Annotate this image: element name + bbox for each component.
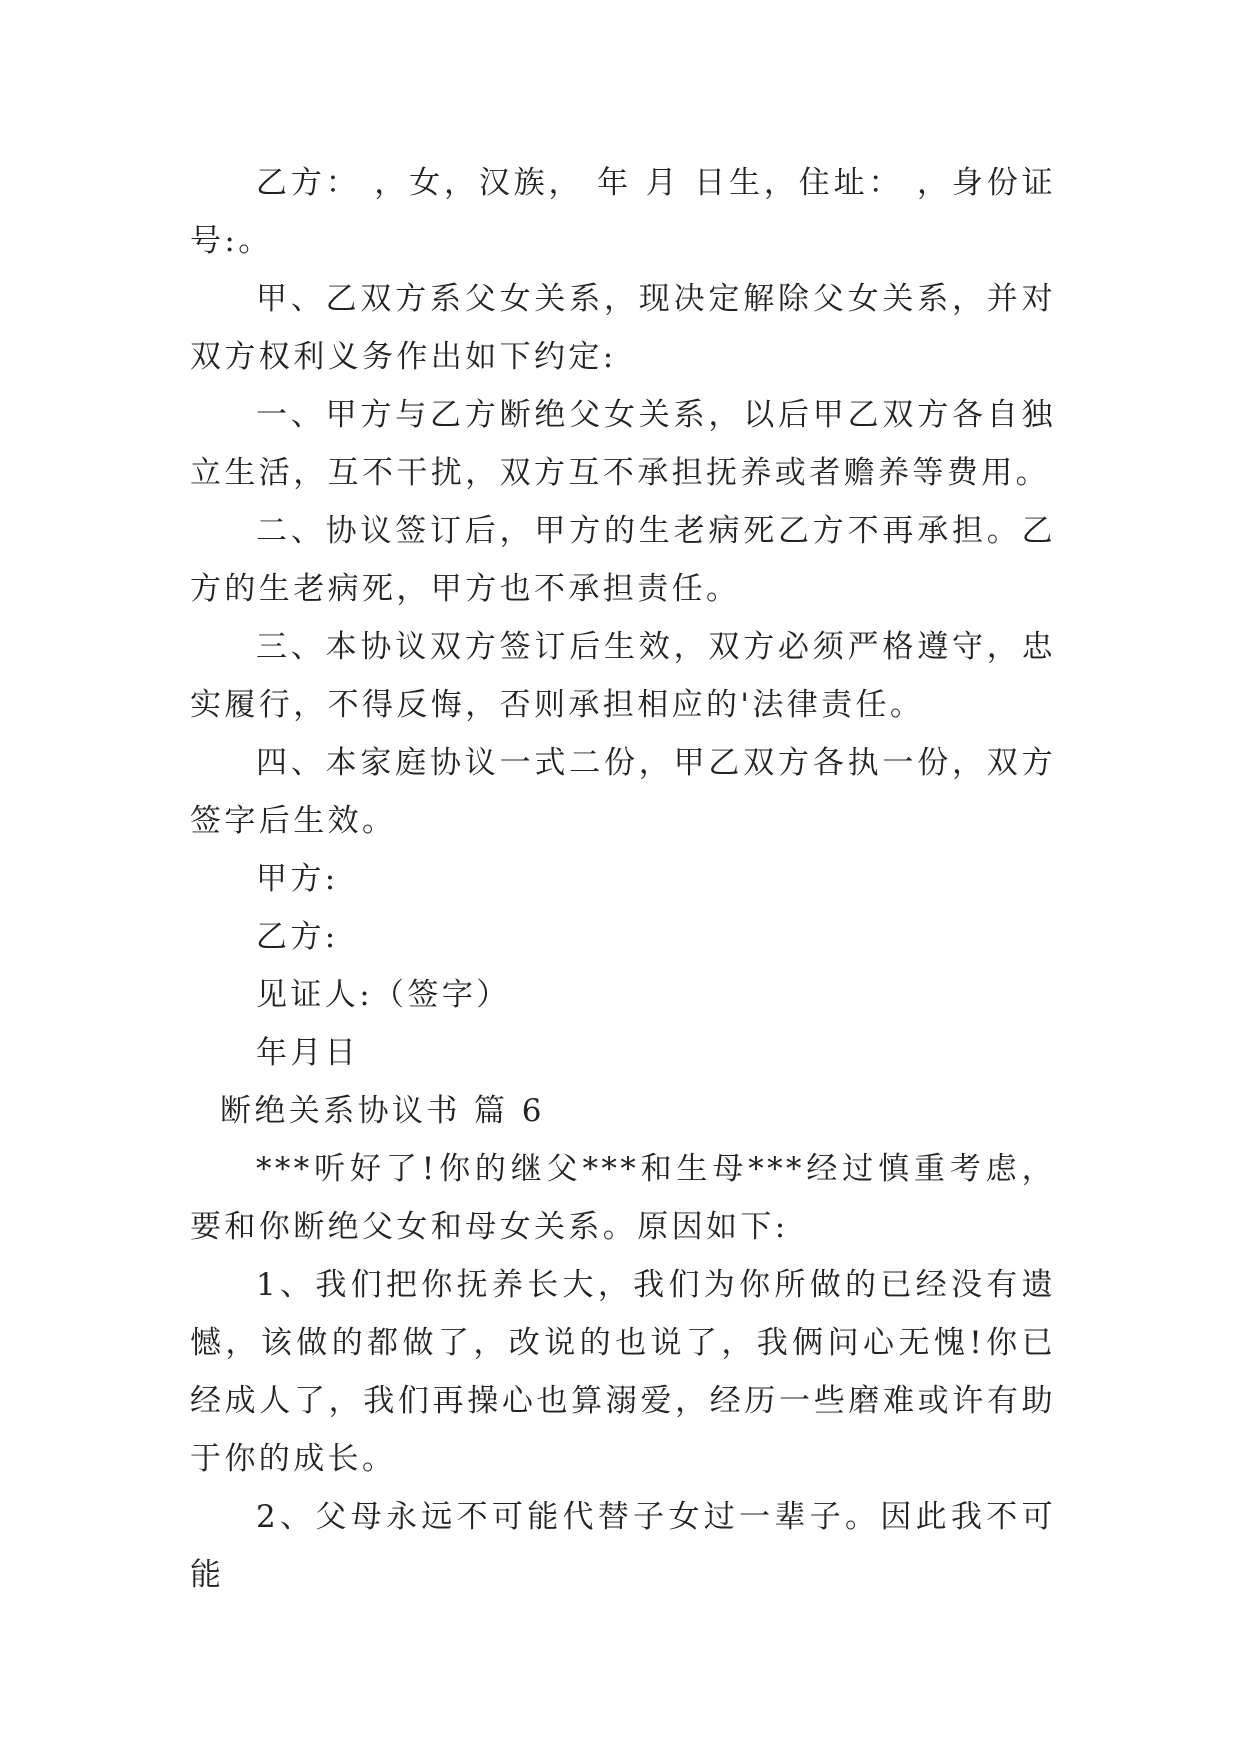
signature-party-a: 甲方: xyxy=(256,861,339,897)
paragraph-party-b-info: 乙方： ，女，汉族， 年 月 日生，住址： ，身份证号:。 xyxy=(190,165,1056,259)
section6-intro: ***听好了!你的继父***和生母***经过慎重考虑，要和你断绝父女和母女关系。原因如下: xyxy=(190,1151,1056,1245)
signature-witness: 见证人:（签字） xyxy=(256,977,511,1013)
clause-1: 一、甲方与乙方断绝父女关系，以后甲乙双方各自独立生活，互不干扰，双方互不承担抚养或者赡养等费用。 xyxy=(190,397,1056,491)
paragraph-relationship: 甲、乙双方系父女关系，现决定解除父女关系，并对双方权利义务作出如下约定: xyxy=(190,281,1056,375)
clause-4: 四、本家庭协议一式二份，甲乙双方各执一份，双方签字后生效。 xyxy=(190,745,1056,839)
clause-3: 三、本协议双方签订后生效，双方必须严格遵守，忠实履行，不得反悔，否则承担相应的'法律责任。 xyxy=(190,629,1056,723)
clause-2: 二、协议签订后，甲方的生老病死乙方不再承担。乙方的生老病死，甲方也不承担责任。 xyxy=(190,513,1056,607)
signature-party-b: 乙方: xyxy=(256,919,339,955)
section6-reason-1: 1、我们把你抚养长大，我们为你所做的已经没有遗憾，该做的都做了，改说的也说了，我俩问心无愧!你已经成人了，我们再操心也算溺爱，经历一些磨难或许有助于你的成长。 xyxy=(190,1267,1056,1477)
section6-reason-2: 2、父母永远不可能代替子女过一辈子。因此我不可能 xyxy=(190,1499,1056,1593)
signature-date: 年月日 xyxy=(256,1035,360,1071)
section-title: 断绝关系协议书 篇 6 xyxy=(220,1093,545,1129)
document-body xyxy=(190,154,1056,1604)
